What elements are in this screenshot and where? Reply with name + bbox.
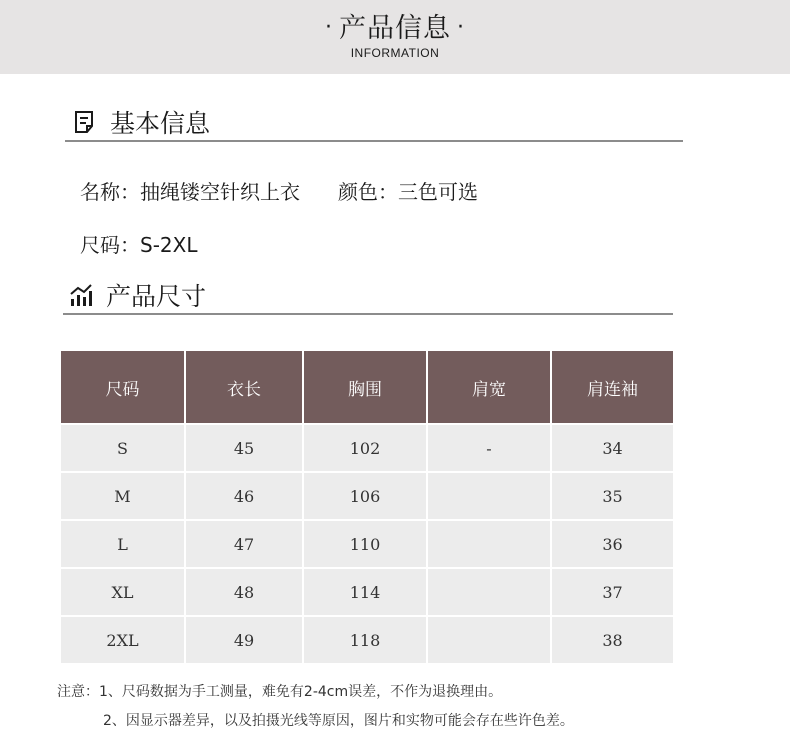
size-label: 尺码： [80,233,140,257]
table-row [61,616,673,663]
page-header [0,0,790,74]
table-row [61,568,673,616]
size-table [61,351,673,663]
table-cell: 46 [185,472,303,520]
chart-icon [68,282,94,308]
document-icon [72,109,98,135]
note-line-2 [103,710,574,730]
header-subtitle: INFORMATION [350,46,440,60]
table-cell: 34 [551,424,673,472]
table-cell: - [427,424,551,472]
product-size-heading [68,277,206,313]
note-line-1 [57,681,502,701]
table-cell: S [61,424,185,472]
table-cell [427,520,551,568]
title-dot-left: · [325,15,333,40]
table-cell: 114 [303,568,427,616]
table-cell: M [61,472,185,520]
table-cell [427,616,551,663]
table-cell: 48 [185,568,303,616]
col-header-sleeve: 肩连袖 [551,351,673,424]
color-label: 颜色： [338,180,398,204]
table-cell: 118 [303,616,427,663]
table-cell: 35 [551,472,673,520]
table-cell: L [61,520,185,568]
basic-info-divider [65,140,683,142]
note-text-1: 1、尺码数据为手工测量，难免有2-4cm误差，不作为退换理由。 [99,684,503,700]
title-dot-right: · [457,15,465,40]
table-row [61,520,673,568]
size-value: S-2XL [140,233,198,257]
info-size-row [80,229,197,258]
table-cell: XL [61,568,185,616]
table-cell: 106 [303,472,427,520]
col-header-bust: 胸围 [303,351,427,424]
name-value: 抽绳镂空针织上衣 [140,180,300,204]
col-header-shoulder: 肩宽 [427,351,551,424]
info-name-color-row [80,176,478,205]
table-cell: 102 [303,424,427,472]
header-title [0,12,790,45]
header-title-text: 产品信息 [339,13,451,44]
basic-info-heading-text: 基本信息 [110,109,211,138]
note-text-2: 2、因显示器差异，以及拍摄光线等原因，图片和实物可能会存在些许色差。 [103,713,574,729]
table-row [61,472,673,520]
table-cell: 45 [185,424,303,472]
table-cell: 2XL [61,616,185,663]
col-header-length: 衣长 [185,351,303,424]
table-cell: 36 [551,520,673,568]
product-size-heading-text: 产品尺寸 [106,282,207,311]
name-label: 名称： [80,180,140,204]
product-size-divider [63,313,673,315]
table-cell: 38 [551,616,673,663]
color-value: 三色可选 [398,180,478,204]
table-cell: 49 [185,616,303,663]
table-cell [427,568,551,616]
table-cell: 110 [303,520,427,568]
table-row [61,424,673,472]
table-cell: 37 [551,568,673,616]
note-label: 注意： [57,684,99,700]
table-cell [427,472,551,520]
size-table-header-row [61,351,673,424]
col-header-size: 尺码 [61,351,185,424]
basic-info-heading [72,104,210,140]
table-cell: 47 [185,520,303,568]
